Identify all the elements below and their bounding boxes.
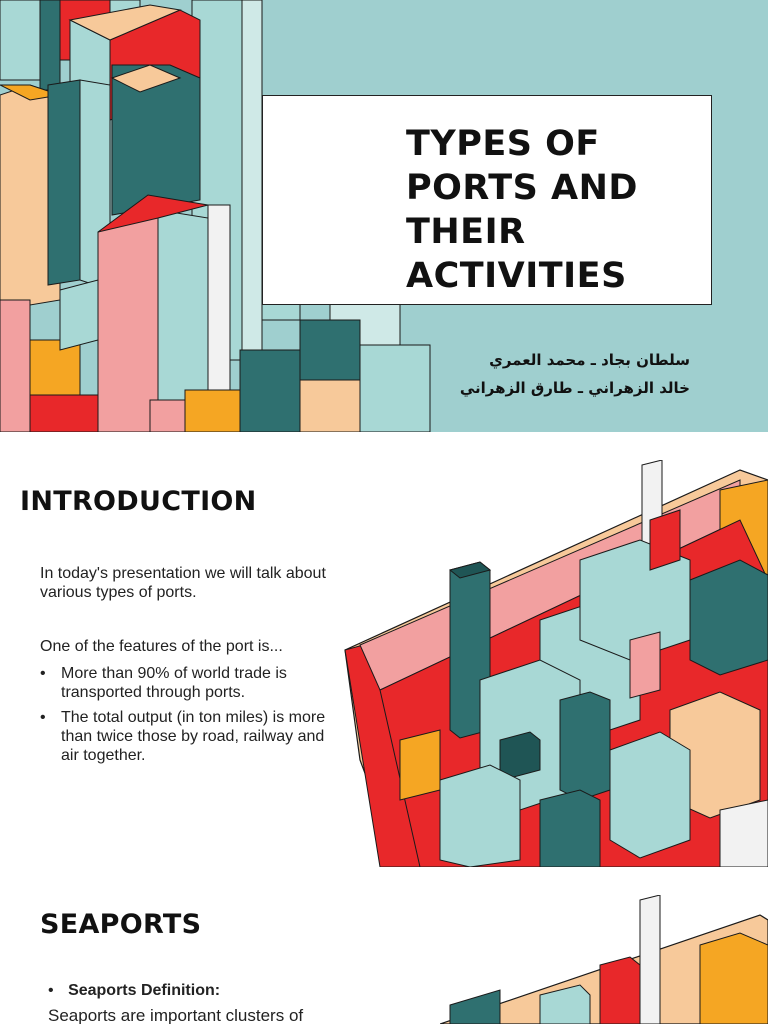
list-item: • More than 90% of world trade is transported through ports. (40, 664, 345, 702)
author-names (460, 346, 690, 402)
slide-heading: SEAPORTS (40, 909, 202, 940)
title-line: PORTS AND (406, 168, 638, 208)
title-line: TYPES OF (406, 124, 600, 164)
isometric-port-illustration (440, 895, 768, 1024)
bullet-dot: • (48, 982, 54, 999)
definition-text: Seaports are important clusters of (48, 1006, 304, 1024)
title-line: THEIR (406, 212, 526, 252)
introduction-slide (0, 432, 768, 867)
title-box (262, 95, 712, 305)
features-list (40, 664, 345, 771)
author-line: سلطان بجاد ـ محمد العمري (489, 351, 690, 369)
list-item: • The total output (in ton miles) is more than twice those by road, railway and air together. (40, 708, 345, 765)
features-lead: One of the features of the port is... (40, 638, 283, 655)
definition-label-row (48, 981, 348, 1000)
seaports-slide (0, 867, 768, 1024)
isometric-port-illustration (340, 460, 768, 867)
intro-paragraph: In today's presentation we will talk about various types of ports. (40, 565, 326, 601)
title-line: ACTIVITIES (406, 256, 627, 296)
author-line: خالد الزهراني ـ طارق الزهراني (459, 379, 690, 397)
title-slide (0, 0, 768, 432)
presentation-title (406, 122, 706, 298)
definition-label: Seaports Definition: (68, 982, 221, 999)
slide-heading: INTRODUCTION (20, 486, 257, 517)
